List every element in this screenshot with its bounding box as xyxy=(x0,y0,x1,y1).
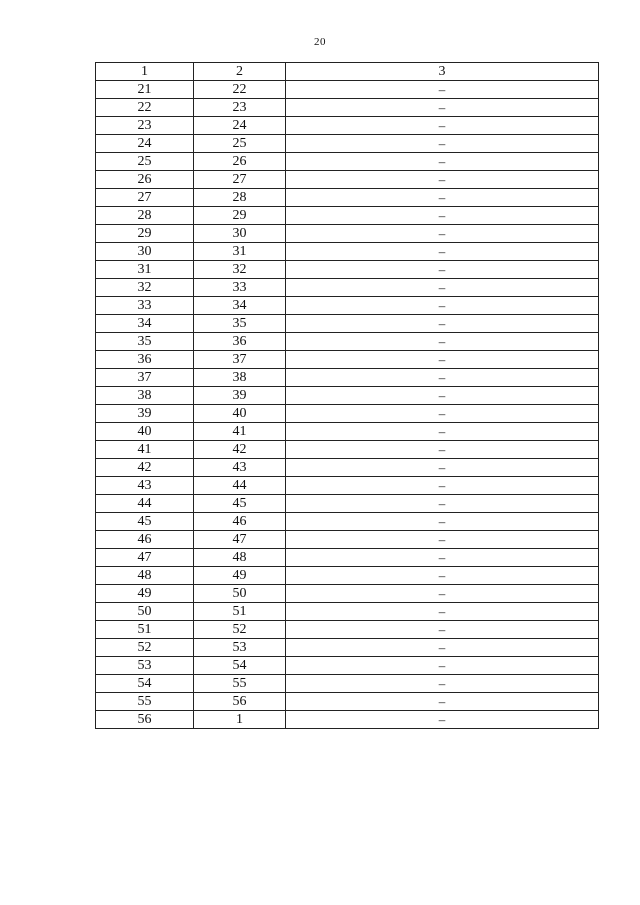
table-cell-col-3: – xyxy=(286,549,599,567)
table-row xyxy=(96,171,599,189)
table-cell-col-2: 1 xyxy=(194,711,286,729)
table-row xyxy=(96,603,599,621)
table-cell-col-2: 29 xyxy=(194,207,286,225)
table-cell-col-2: 31 xyxy=(194,243,286,261)
table-cell-col-2: 40 xyxy=(194,405,286,423)
table-cell-col-2: 25 xyxy=(194,135,286,153)
table-cell-col-1: 54 xyxy=(96,675,194,693)
table-cell-col-1: 55 xyxy=(96,693,194,711)
column-header-2: 2 xyxy=(194,63,286,81)
header-row xyxy=(96,63,599,81)
page-number: 20 xyxy=(314,36,326,48)
table-cell-col-1: 41 xyxy=(96,441,194,459)
table-row xyxy=(96,225,599,243)
table-cell-col-3: – xyxy=(286,117,599,135)
table-cell-col-1: 45 xyxy=(96,513,194,531)
table-cell-col-1: 46 xyxy=(96,531,194,549)
table-row xyxy=(96,261,599,279)
table-row xyxy=(96,585,599,603)
table-cell-col-2: 51 xyxy=(194,603,286,621)
table-cell-col-2: 27 xyxy=(194,171,286,189)
table-cell-col-2: 43 xyxy=(194,459,286,477)
table-cell-col-3: – xyxy=(286,513,599,531)
table-cell-col-1: 35 xyxy=(96,333,194,351)
table-row xyxy=(96,351,599,369)
table-cell-col-1: 50 xyxy=(96,603,194,621)
table-cell-col-1: 42 xyxy=(96,459,194,477)
table-cell-col-2: 53 xyxy=(194,639,286,657)
table-row xyxy=(96,549,599,567)
column-header-3: 3 xyxy=(286,63,599,81)
table-cell-col-1: 25 xyxy=(96,153,194,171)
table-cell-col-2: 37 xyxy=(194,351,286,369)
table-cell-col-2: 50 xyxy=(194,585,286,603)
table-row xyxy=(96,189,599,207)
table-cell-col-2: 45 xyxy=(194,495,286,513)
table-cell-col-2: 49 xyxy=(194,567,286,585)
table-cell-col-1: 26 xyxy=(96,171,194,189)
table-cell-col-1: 31 xyxy=(96,261,194,279)
table-cell-col-1: 44 xyxy=(96,495,194,513)
table-row xyxy=(96,513,599,531)
table-row xyxy=(96,369,599,387)
table-cell-col-1: 24 xyxy=(96,135,194,153)
table-cell-col-1: 40 xyxy=(96,423,194,441)
table-row xyxy=(96,153,599,171)
table-cell-col-3: – xyxy=(286,405,599,423)
table-cell-col-3: – xyxy=(286,135,599,153)
table-cell-col-1: 27 xyxy=(96,189,194,207)
table-cell-col-3: – xyxy=(286,351,599,369)
table-row xyxy=(96,423,599,441)
table-cell-col-1: 53 xyxy=(96,657,194,675)
table-cell-col-3: – xyxy=(286,99,599,117)
table-row xyxy=(96,693,599,711)
table-row xyxy=(96,657,599,675)
table-cell-col-2: 54 xyxy=(194,657,286,675)
table-cell-col-3: – xyxy=(286,621,599,639)
table-cell-col-2: 28 xyxy=(194,189,286,207)
table-cell-col-2: 23 xyxy=(194,99,286,117)
table-cell-col-3: – xyxy=(286,423,599,441)
table-cell-col-1: 56 xyxy=(96,711,194,729)
table-cell-col-3: – xyxy=(286,657,599,675)
table-cell-col-3: – xyxy=(286,153,599,171)
table-row xyxy=(96,621,599,639)
table-row xyxy=(96,387,599,405)
table-cell-col-2: 38 xyxy=(194,369,286,387)
table-row xyxy=(96,675,599,693)
table-cell-col-1: 48 xyxy=(96,567,194,585)
table-cell-col-3: – xyxy=(286,693,599,711)
table-cell-col-3: – xyxy=(286,477,599,495)
table-row xyxy=(96,477,599,495)
table-cell-col-3: – xyxy=(286,459,599,477)
table-row xyxy=(96,279,599,297)
table-cell-col-1: 22 xyxy=(96,99,194,117)
table-cell-col-3: – xyxy=(286,81,599,99)
table-row xyxy=(96,567,599,585)
table-row xyxy=(96,243,599,261)
table-cell-col-1: 49 xyxy=(96,585,194,603)
table-cell-col-2: 42 xyxy=(194,441,286,459)
table-cell-col-3: – xyxy=(286,711,599,729)
data-table xyxy=(95,62,599,729)
table-cell-col-3: – xyxy=(286,297,599,315)
table-cell-col-1: 29 xyxy=(96,225,194,243)
table-cell-col-3: – xyxy=(286,243,599,261)
table-body xyxy=(96,81,599,729)
table-cell-col-2: 44 xyxy=(194,477,286,495)
table-cell-col-3: – xyxy=(286,387,599,405)
table-cell-col-2: 35 xyxy=(194,315,286,333)
table-cell-col-1: 36 xyxy=(96,351,194,369)
table-cell-col-1: 30 xyxy=(96,243,194,261)
table-cell-col-1: 43 xyxy=(96,477,194,495)
table-row xyxy=(96,711,599,729)
table-cell-col-1: 28 xyxy=(96,207,194,225)
table-cell-col-1: 21 xyxy=(96,81,194,99)
table-row xyxy=(96,639,599,657)
table-cell-col-3: – xyxy=(286,333,599,351)
table-cell-col-3: – xyxy=(286,567,599,585)
table-cell-col-3: – xyxy=(286,441,599,459)
table-row xyxy=(96,441,599,459)
table-cell-col-2: 30 xyxy=(194,225,286,243)
table-row xyxy=(96,297,599,315)
table-cell-col-3: – xyxy=(286,675,599,693)
table-row xyxy=(96,207,599,225)
table-cell-col-2: 36 xyxy=(194,333,286,351)
table-cell-col-2: 22 xyxy=(194,81,286,99)
table-cell-col-2: 52 xyxy=(194,621,286,639)
table-cell-col-3: – xyxy=(286,207,599,225)
table-cell-col-3: – xyxy=(286,639,599,657)
table-cell-col-3: – xyxy=(286,531,599,549)
table-cell-col-1: 33 xyxy=(96,297,194,315)
table-cell-col-3: – xyxy=(286,261,599,279)
table-cell-col-3: – xyxy=(286,315,599,333)
table-cell-col-2: 56 xyxy=(194,693,286,711)
table-row xyxy=(96,99,599,117)
table-row xyxy=(96,117,599,135)
table-cell-col-3: – xyxy=(286,495,599,513)
table-cell-col-1: 32 xyxy=(96,279,194,297)
table-row xyxy=(96,405,599,423)
table-cell-col-2: 46 xyxy=(194,513,286,531)
table-cell-col-3: – xyxy=(286,603,599,621)
table-cell-col-2: 39 xyxy=(194,387,286,405)
table-cell-col-3: – xyxy=(286,189,599,207)
table-row xyxy=(96,315,599,333)
table-row xyxy=(96,459,599,477)
table-cell-col-1: 34 xyxy=(96,315,194,333)
table-cell-col-1: 37 xyxy=(96,369,194,387)
table-cell-col-1: 38 xyxy=(96,387,194,405)
table-row xyxy=(96,333,599,351)
table-row xyxy=(96,81,599,99)
table-cell-col-3: – xyxy=(286,369,599,387)
table-cell-col-2: 55 xyxy=(194,675,286,693)
table-row xyxy=(96,135,599,153)
table-cell-col-2: 33 xyxy=(194,279,286,297)
table-cell-col-1: 23 xyxy=(96,117,194,135)
table-row xyxy=(96,531,599,549)
column-header-1: 1 xyxy=(96,63,194,81)
table-cell-col-2: 24 xyxy=(194,117,286,135)
table-cell-col-2: 34 xyxy=(194,297,286,315)
table-cell-col-1: 47 xyxy=(96,549,194,567)
table-cell-col-2: 47 xyxy=(194,531,286,549)
table-cell-col-1: 52 xyxy=(96,639,194,657)
table-cell-col-2: 26 xyxy=(194,153,286,171)
table-cell-col-1: 51 xyxy=(96,621,194,639)
table-cell-col-3: – xyxy=(286,585,599,603)
table-cell-col-3: – xyxy=(286,171,599,189)
table-cell-col-2: 32 xyxy=(194,261,286,279)
table-cell-col-2: 48 xyxy=(194,549,286,567)
table-cell-col-1: 39 xyxy=(96,405,194,423)
table-row xyxy=(96,495,599,513)
table-cell-col-3: – xyxy=(286,279,599,297)
table-cell-col-2: 41 xyxy=(194,423,286,441)
table-cell-col-3: – xyxy=(286,225,599,243)
table-header xyxy=(96,63,599,81)
